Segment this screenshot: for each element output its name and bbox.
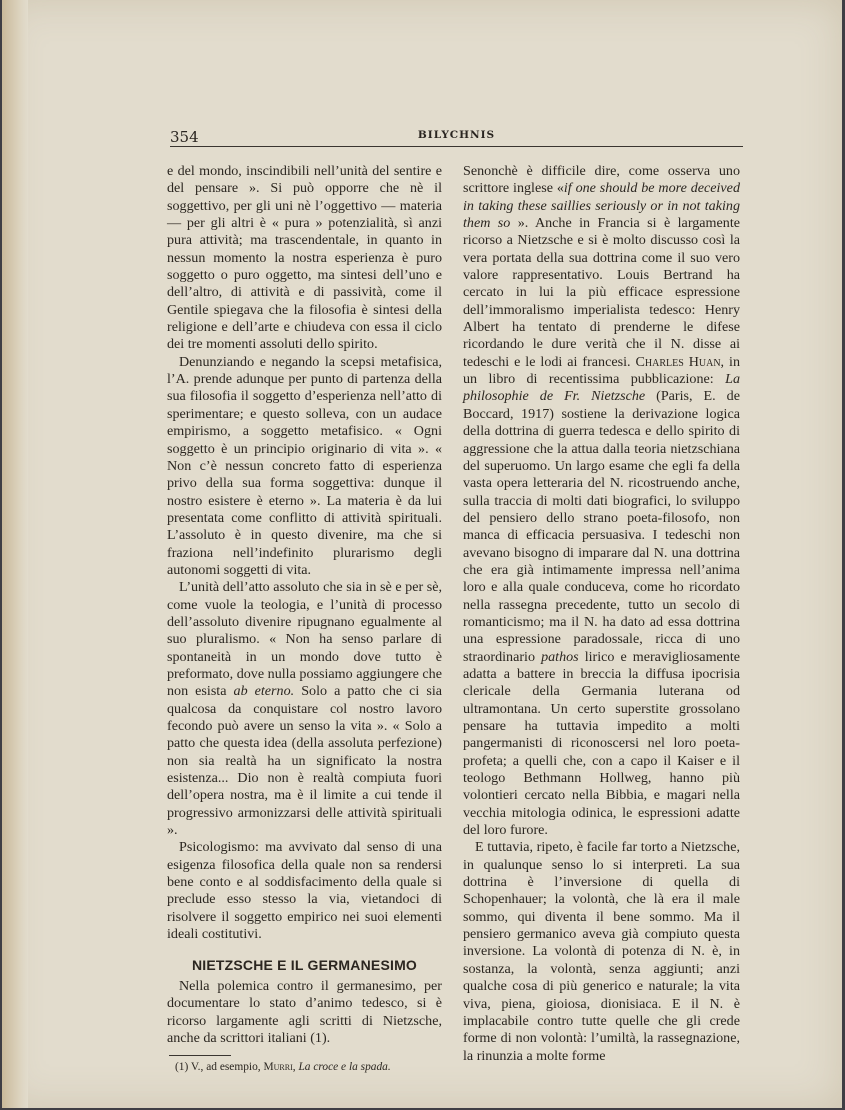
text-run: (Paris, E. de Boccard, 1917) sostiene la derivazione logica della dottrina di guerra tedesca e dello spirito di aggressione che la attua dalla teoria nietzschiana del superuomo. Un largo esame che egli fa della vasta opera letteraria del N. ricostruendo anche, sulla traccia di molti dati biografici, lo sviluppo del pensiero dello strano poeta-filosofo, non manca di efficacia persuasiva. I tedeschi non avevano bisogno di imparare dal N. una dottrina che era già intimamente impressa nell’anima loro e alla quale conduceva, come ho ricordato nella rassegna precedente, tutto un secolo di romanticismo; ma il N. ha dato ad essa dottrina una espressione paradossale, ricca di uno straordinario	[463, 388, 740, 665]
author-name: Charles Huan,	[635, 353, 725, 370]
italic-quote: if one should be more deceived in taking these saillies seriously or in not taking them so	[463, 180, 740, 232]
page-binding-edge	[2, 0, 28, 1108]
right-column	[463, 163, 740, 1065]
paragraph: E tuttavia, ripeto, è facile far torto a Nietzsche, in qualunque senso lo si interpreti. La sua dottrina è l’inversione di quella di Schopenhauer; la volontà, che là era il male sommo, qui diventa il bene sommo. Ma il pensiero germanico aveva già compiuto questa inversione. La volontà di potenza di N. è, in sostanza, la volontà, senza aggiunti; anzi qualche cosa di più generico e naturale; la vita viva, piena, gioiosa, dionisiaca. E il N. è implacabile contro tutte quelle che gli crede forme di non volontà: l’umiltà, la rassegnazione, la rinunzia a molte forme	[463, 839, 740, 1064]
left-column	[167, 163, 442, 1074]
paragraph	[167, 579, 442, 839]
book-title: La philosophie de Fr. Nietzsche	[463, 371, 740, 405]
italic-word: pathos	[541, 648, 579, 665]
text-run: Solo a patto che ci sia qualcosa da conquistare col nostro lavoro fecondo può avere un senso la vita ». « Solo a patto che questa idea (della assoluta perfezione) non sia realtà ha un significato la nostra esistenza... Dio non è realtà compiuta fuori dell’opera nostra, ma è il limite a cui tende il progressivo armonizzarsi delle attività spirituali ».	[167, 683, 442, 839]
footnote	[167, 1060, 442, 1074]
footnote-author: Murri,	[263, 1061, 296, 1074]
section-heading: NIETZSCHE E IL GERMANESIMO	[191, 957, 418, 974]
paragraph	[463, 163, 740, 839]
book-page	[2, 0, 842, 1108]
text-run: in un libro di recentissima pubblicazione:	[463, 353, 741, 388]
text-run: Senonchè è difficile dire, come osserva uno scrittore inglese «	[463, 163, 740, 197]
running-title: BILYCHNIS	[417, 129, 496, 141]
paragraph: e del mondo, inscindibili nell’unità del sentire e del pensare ». Si può opporre che nè il soggettivo, per gli uni nè l’oggettivo — materia — per gli altri è « pura » potenzialità, sì anzi pura attività; ma trascendentale, in quanto in nessun momento la nostra esperienza è puro soggetto o puro oggetto, ma sintesi dell’uno e dell’altro, di attività e di passività, come il Gentile spiegava che la filosofia è sintesi della religione e dell’arte e chiudeva con essa il ciclo dei tre momenti assoluti dello spirito.	[167, 163, 442, 353]
text-run: L’unità dell’atto assoluto che sia in sè e per sè, come vuole la teologia, e l’unità di processo dell’assoluto divenire ripugnano egualmente al suo pluralismo. « Non ha senso parlare di spontaneità in un mondo dove tutto è preformato, dove nulla possiamo aggiungere che non esista	[167, 579, 442, 700]
footnote-text: (1) V., ad esempio,	[175, 1061, 261, 1074]
paragraph: Denunziando e negando la scepsi metafisica, l’A. prende adunque per punto di partenza della sua filosofia il soggetto d’esperienza nell’atto di sperimentare; e questo solleva, con un audace empirismo, a soggetto metafisico. « Ogni soggetto è un principio originario di vita ». « Non c’è nessun concreto fatto di esperienza privo della sua forma soggettiva: dunque il nostro esistere è eterno ». La materia è da lui presentata come conflitto di attività spirituali. L’assoluto è in questo divenire, ma che si fraziona nell’indefinito plurarismo degli autonomi soggetti di vita.	[167, 353, 442, 578]
page-header	[170, 126, 743, 147]
paragraph: Psicologismo: ma avvivato dal senso di una esigenza filosofica della quale non sa rendersi bene conto e al soddisfacimento della quale si preclude esso stesso la via, vietandoci di risolvere il soggetto empirico nei suoi elementi ideali costitutivi.	[167, 839, 442, 943]
italic-text: ab eterno.	[233, 683, 295, 700]
paragraph: Nella polemica contro il germanesimo, per documentare lo stato d’animo tedesco, si è ricorso largamente agli scritti di Nietzsche, anche da scrittori italiani (1).	[167, 977, 442, 1046]
page-number: 354	[170, 128, 199, 146]
text-run: lirico e meravigliosamente adatta a battere in breccia la diffusa ipocrisia clericale della Germania luterana od ultramontana. Un certo superstite grossolano pensare ha tuttavia impedito a molti pangermanisti di riconoscersi nel loro poeta-profeta; a quelli che, con a capo il Kaiser e il teologo Bethmann Hollweg, hanno più volontieri cercato nella Bibbia, e magari nella vecchia mitologia odinica, le espressioni adatte del loro furore.	[463, 648, 741, 839]
footnote-title: La croce e la spada.	[298, 1061, 391, 1074]
footnote-rule	[169, 1055, 231, 1056]
text-run: ». Anche in Francia si è largamente ricorso a Nietzsche e si è molto discusso così la vera portata della sua dottrina come il suo vero valore rappresentativo. Louis Bertrand ha cercato in lui la più efficace espressione dell’immoralismo imperialista tedesco: Henry Albert ha tentato di prenderne le difese ricordando le dure verità che il N. disse ai tedeschi e le lodi ai francesi.	[463, 215, 740, 370]
